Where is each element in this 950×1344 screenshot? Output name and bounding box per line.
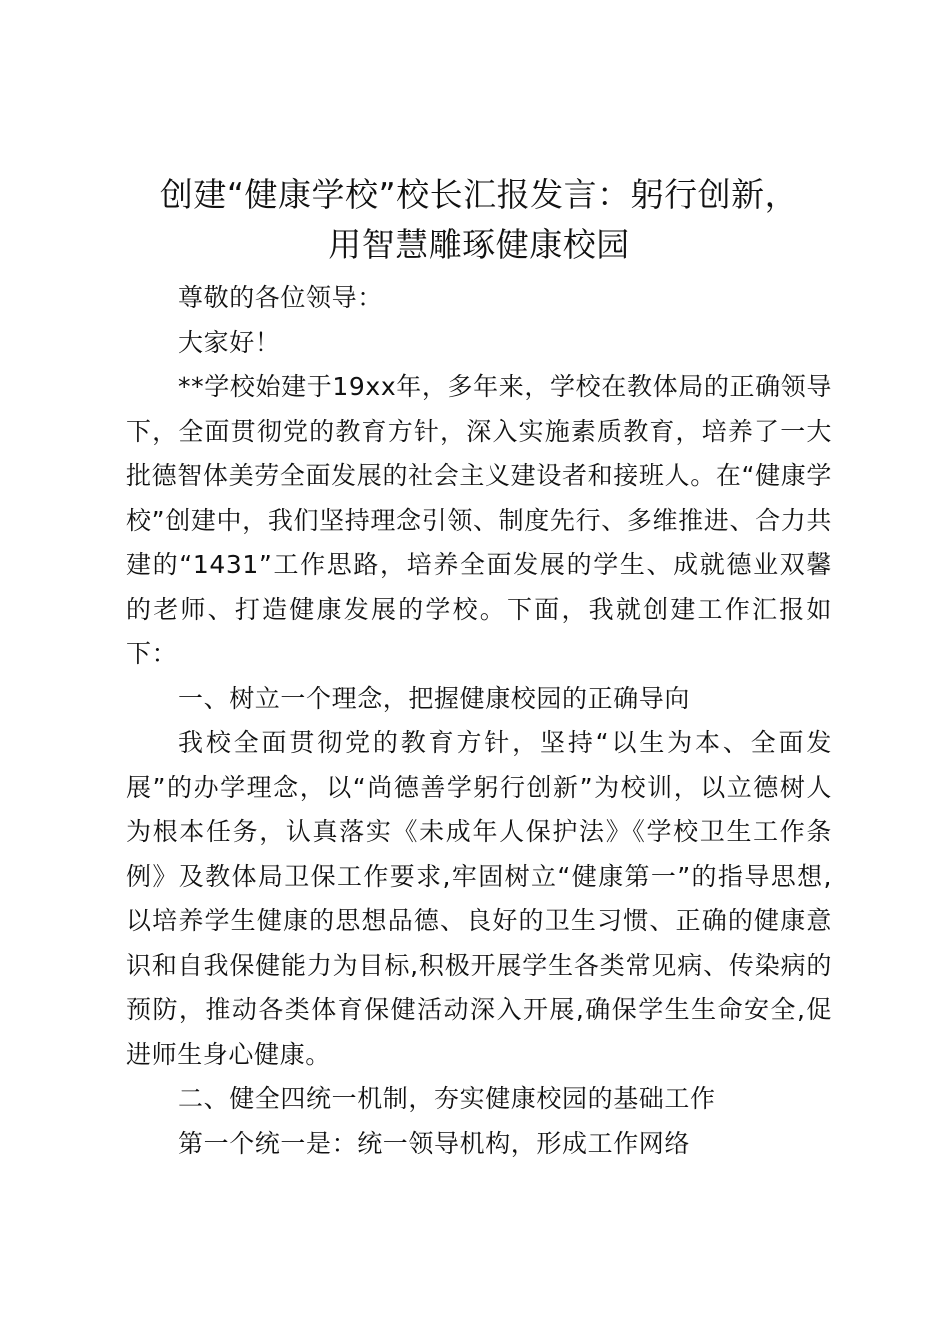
section-heading-1: 一、树立一个理念，把握健康校园的正确导向 [178,683,691,713]
document-page [126,170,832,1166]
section-body-1: 我校全面贯彻党的教育方针，坚持“以生为本、全面发展”的办学理念，以“尚德善学躬行创新”为校训，以立德树人为根本任务，认真落实《未成年人保护法》《学校卫生工作条例》及教体局卫保工作要求,牢固树立“健康第一”的指导思想,以培养学生健康的思想品德、良好的卫生习惯、正确的健康意识和自我保健能力为目标,积极开展学生各类常见病、传染病的预防，推动各类体育保健活动深入开展,确保学生生命安全,促进师生身心健康。 [126,728,832,1069]
document-title [99,170,859,270]
intro-paragraph: **学校始建于19xx年，多年来，学校在教体局的正确领导下，全面贯彻党的教育方针，深入实施素质教育，培养了一大批德智体美劳全面发展的社会主义建设者和接班人。在“健康学校”创建中，我们坚持理念引领、制度先行、多维推进、合力共建的“1431”工作思路，培养全面发展的学生、成就德业双馨的老师、打造健康发展的学校。下面，我就创建工作汇报如下： [126,372,832,668]
title-line-1: 创建“健康学校”校长汇报发言：躬行创新， [159,175,799,214]
subsection-heading-1: 第一个统一是：统一领导机构，形成工作网络 [178,1128,691,1158]
salutation: 尊敬的各位领导： [178,283,383,312]
section-heading-2: 二、健全四统一机制，夯实健康校园的基础工作 [178,1084,716,1113]
greeting: 大家好！ [178,327,281,357]
title-line-2: 用智慧雕琢健康校园 [328,225,630,264]
